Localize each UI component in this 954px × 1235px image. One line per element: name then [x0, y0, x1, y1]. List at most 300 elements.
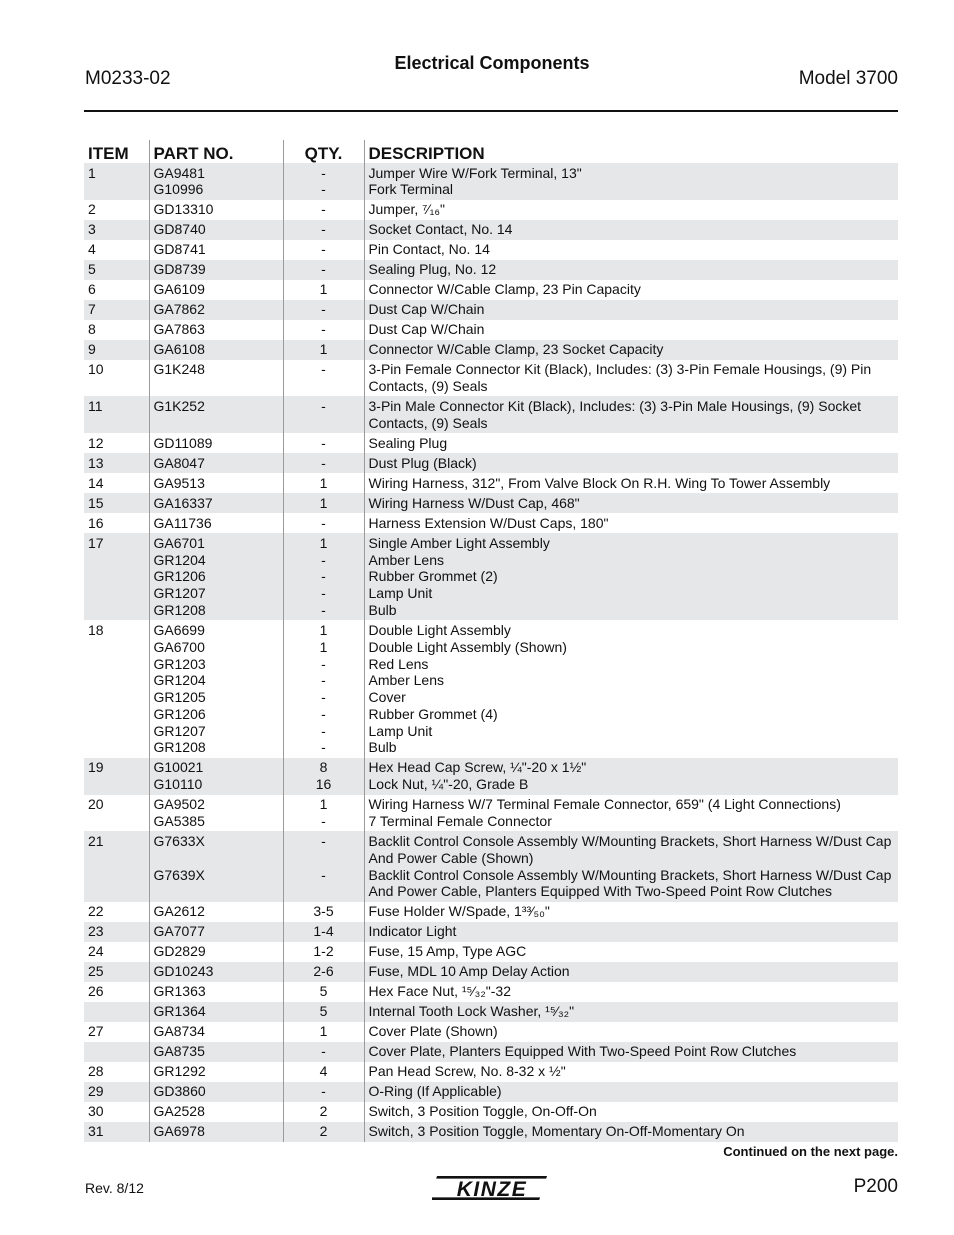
- part-number-cell: [149, 1122, 283, 1142]
- item-number: 21: [84, 831, 149, 901]
- quantity-cell: [283, 473, 364, 493]
- quantity: -: [321, 164, 326, 181]
- quantity: -: [321, 551, 326, 568]
- description: Double Light Assembly: [368, 621, 511, 638]
- quantity-spacer: [288, 378, 360, 395]
- description: And Power Cable (Shown): [368, 849, 534, 866]
- description: Internal Tooth Lock Washer, ¹⁵⁄₃₂": [368, 1003, 575, 1020]
- document-number: M0233-02: [85, 68, 171, 89]
- part-number: GA2528: [153, 1103, 205, 1120]
- description-cell: [364, 795, 898, 832]
- item-number: 3: [84, 220, 149, 240]
- item-number: [84, 1042, 149, 1062]
- table-header-row: [84, 140, 898, 163]
- part-number: GD8741: [153, 241, 206, 258]
- table-row: [84, 1022, 898, 1042]
- item-number: 28: [84, 1062, 149, 1082]
- table-row: [84, 942, 898, 962]
- description: Jumper, ⁷⁄₁₆": [368, 201, 445, 218]
- part-number: G1K252: [153, 398, 205, 415]
- part-number: GR1364: [153, 1003, 206, 1020]
- table-row: [84, 620, 898, 758]
- table-row: [84, 453, 898, 473]
- description: Sealing Plug, No. 12: [368, 261, 497, 278]
- description: Indicator Light: [368, 923, 457, 940]
- table-row: [84, 280, 898, 300]
- part-number: GR1292: [153, 1063, 206, 1080]
- quantity-cell: [283, 902, 364, 922]
- table-row: [84, 473, 898, 493]
- description: Fuse Holder W/Spade, 1³³⁄₅₀": [368, 903, 550, 920]
- quantity-cell: [283, 758, 364, 795]
- quantity: 1: [319, 341, 328, 358]
- description-cell: [364, 1082, 898, 1102]
- table-row: [84, 396, 898, 433]
- part-number-cell: [149, 300, 283, 320]
- part-number-cell: [149, 200, 283, 220]
- description: Contacts, (9) Seals: [368, 378, 488, 395]
- quantity: -: [321, 568, 326, 585]
- description: Fork Terminal: [368, 181, 454, 198]
- part-number: GR1204: [153, 672, 206, 689]
- quantity-spacer: [288, 883, 360, 900]
- quantity: 1: [319, 796, 328, 813]
- item-number: 15: [84, 493, 149, 513]
- quantity-cell: [283, 220, 364, 240]
- model-name: Model 3700: [798, 68, 898, 89]
- part-number: GD11089: [153, 434, 213, 451]
- quantity: -: [321, 454, 326, 471]
- quantity: -: [321, 672, 326, 689]
- part-number-cell: [149, 280, 283, 300]
- quantity-cell: [283, 1022, 364, 1042]
- description-cell: [364, 1002, 898, 1022]
- quantity: 1: [319, 494, 328, 511]
- quantity: -: [321, 181, 326, 198]
- part-number-cell: [149, 513, 283, 533]
- description: Lamp Unit: [368, 585, 433, 602]
- description: Pin Contact, No. 14: [368, 241, 490, 258]
- quantity: 1: [319, 1023, 328, 1040]
- description: Single Amber Light Assembly: [368, 534, 550, 551]
- quantity: -: [321, 833, 326, 850]
- part-number: GR1203: [153, 655, 206, 672]
- part-number: GA11736: [153, 514, 212, 531]
- part-number: GA8047: [153, 454, 205, 471]
- description-cell: [364, 300, 898, 320]
- description-cell: [364, 962, 898, 982]
- part-number: GD10243: [153, 963, 214, 980]
- quantity: -: [321, 866, 326, 883]
- description: Cover: [368, 689, 406, 706]
- quantity-cell: [283, 962, 364, 982]
- part-number: GR1207: [153, 722, 206, 739]
- item-number: 10: [84, 360, 149, 397]
- column-header-item: ITEM: [88, 144, 129, 164]
- part-number: GD8740: [153, 221, 206, 238]
- part-number: GD8739: [153, 261, 206, 278]
- description: Wiring Harness W/7 Terminal Female Connector, 659" (4 Light Connections): [368, 796, 841, 813]
- quantity-spacer: [288, 850, 360, 867]
- part-number: GA7863: [153, 321, 205, 338]
- quantity-cell: [283, 360, 364, 397]
- item-number: 23: [84, 922, 149, 942]
- description: 3-Pin Male Connector Kit (Black), Includes: (3) 3-Pin Male Housings, (9) Socket: [368, 398, 862, 415]
- item-number: 2: [84, 200, 149, 220]
- part-number: G10021: [153, 759, 204, 776]
- quantity: -: [321, 434, 326, 451]
- quantity: 1-4: [313, 923, 334, 940]
- part-number-cell: [149, 163, 283, 200]
- quantity-cell: [283, 1122, 364, 1142]
- quantity: 1: [319, 474, 328, 491]
- item-number: 11: [84, 396, 149, 433]
- description-cell: [364, 982, 898, 1002]
- header-divider: [84, 110, 898, 112]
- table-row: [84, 340, 898, 360]
- table-row: [84, 433, 898, 453]
- table-row: [84, 300, 898, 320]
- table-row: [84, 533, 898, 620]
- part-number: GA6699: [153, 621, 205, 638]
- item-number: 17: [84, 533, 149, 620]
- quantity: 16: [315, 776, 332, 793]
- description-cell: [364, 831, 898, 901]
- item-number: 5: [84, 260, 149, 280]
- part-number: GD13310: [153, 201, 214, 218]
- part-number: GD2829: [153, 943, 206, 960]
- part-number-cell: [149, 942, 283, 962]
- item-number: 25: [84, 962, 149, 982]
- item-number: 29: [84, 1082, 149, 1102]
- part-number: GA2612: [153, 903, 205, 920]
- part-number-cell: [149, 795, 283, 832]
- part-number: G10110: [153, 776, 203, 793]
- table-row: [84, 831, 898, 901]
- description: Connector W/Cable Clamp, 23 Socket Capacity: [368, 341, 664, 358]
- description: Wiring Harness W/Dust Cap, 468": [368, 494, 580, 511]
- part-number-cell: [149, 533, 283, 620]
- description: Connector W/Cable Clamp, 23 Pin Capacity: [368, 281, 641, 298]
- page-number: P200: [853, 1176, 898, 1197]
- item-number: 31: [84, 1122, 149, 1142]
- part-number-cell: [149, 1062, 283, 1082]
- quantity: 1: [319, 281, 328, 298]
- quantity-cell: [283, 1002, 364, 1022]
- table-row: [84, 1102, 898, 1122]
- quantity: 5: [319, 1003, 328, 1020]
- table-row: [84, 1062, 898, 1082]
- description: Dust Plug (Black): [368, 454, 477, 471]
- quantity: -: [321, 514, 326, 531]
- description: Switch, 3 Position Toggle, On-Off-On: [368, 1103, 597, 1120]
- part-number: GA9513: [153, 474, 205, 491]
- description: And Power Cable, Planters Equipped With Two-Speed Point Row Clutches: [368, 883, 833, 900]
- quantity-cell: [283, 163, 364, 200]
- description: Double Light Assembly (Shown): [368, 638, 567, 655]
- part-number-cell: [149, 922, 283, 942]
- description-cell: [364, 340, 898, 360]
- description: Fuse, 15 Amp, Type AGC: [368, 943, 527, 960]
- quantity: -: [321, 301, 326, 318]
- table-row: [84, 260, 898, 280]
- part-number: GA6700: [153, 638, 205, 655]
- part-number: GD3860: [153, 1083, 206, 1100]
- item-number: 8: [84, 320, 149, 340]
- description: Rubber Grommet (2): [368, 568, 498, 585]
- item-number: 14: [84, 473, 149, 493]
- quantity-cell: [283, 493, 364, 513]
- table-row: [84, 758, 898, 795]
- description: Dust Cap W/Chain: [368, 301, 485, 318]
- part-number: GR1206: [153, 568, 206, 585]
- item-number: 22: [84, 902, 149, 922]
- quantity: -: [321, 241, 326, 258]
- part-number: GR1205: [153, 689, 206, 706]
- quantity-cell: [283, 942, 364, 962]
- description-cell: [364, 220, 898, 240]
- item-number: 26: [84, 982, 149, 1002]
- part-number-cell: [149, 320, 283, 340]
- parts-table: [84, 140, 898, 1142]
- description-cell: [364, 1042, 898, 1062]
- description-cell: [364, 922, 898, 942]
- quantity: 1: [319, 638, 328, 655]
- part-number: GR1207: [153, 585, 206, 602]
- quantity: -: [321, 689, 326, 706]
- part-number: GR1208: [153, 739, 206, 756]
- quantity-cell: [283, 982, 364, 1002]
- part-number-cell: [149, 982, 283, 1002]
- part-number-cell: [149, 240, 283, 260]
- part-number: GA16337: [153, 494, 213, 511]
- table-row: [84, 922, 898, 942]
- quantity-cell: [283, 433, 364, 453]
- part-number-cell: [149, 473, 283, 493]
- quantity: -: [321, 601, 326, 618]
- table-row: [84, 1122, 898, 1142]
- description: Socket Contact, No. 14: [368, 221, 513, 238]
- description: Cover Plate (Shown): [368, 1023, 498, 1040]
- part-number-cell: [149, 758, 283, 795]
- description-cell: [364, 396, 898, 433]
- part-number: GA9502: [153, 796, 205, 813]
- part-number-spacer: [154, 850, 279, 867]
- part-number: GR1363: [153, 983, 206, 1000]
- table-row: [84, 795, 898, 832]
- item-number: 27: [84, 1022, 149, 1042]
- part-number-cell: [149, 493, 283, 513]
- description-cell: [364, 758, 898, 795]
- description: Harness Extension W/Dust Caps, 180": [368, 514, 609, 531]
- quantity-cell: [283, 831, 364, 901]
- quantity: -: [321, 321, 326, 338]
- part-number: G1K248: [153, 361, 205, 378]
- description-cell: [364, 620, 898, 758]
- description-cell: [364, 433, 898, 453]
- quantity: 2-6: [313, 963, 334, 980]
- quantity-cell: [283, 533, 364, 620]
- quantity-cell: [283, 320, 364, 340]
- quantity-cell: [283, 1062, 364, 1082]
- part-number-cell: [149, 962, 283, 982]
- quantity: 5: [319, 983, 328, 1000]
- quantity: -: [321, 655, 326, 672]
- part-number: GA6108: [153, 341, 205, 358]
- table-row: [84, 513, 898, 533]
- item-number: 7: [84, 300, 149, 320]
- quantity-cell: [283, 1082, 364, 1102]
- description: Wiring Harness, 312", From Valve Block On R.H. Wing To Tower Assembly: [368, 474, 831, 491]
- quantity-cell: [283, 620, 364, 758]
- part-number-spacer: [154, 415, 279, 432]
- description-cell: [364, 533, 898, 620]
- description-cell: [364, 240, 898, 260]
- description: Amber Lens: [368, 551, 444, 568]
- quantity-cell: [283, 396, 364, 433]
- part-number: GR1208: [153, 601, 206, 618]
- table-row: [84, 163, 898, 200]
- parts-table-body: [84, 163, 898, 1142]
- quantity: 1: [319, 534, 328, 551]
- part-number-cell: [149, 620, 283, 758]
- description: Hex Head Cap Screw, ¼"-20 x 1½": [368, 759, 587, 776]
- quantity: 1-2: [313, 943, 334, 960]
- table-row: [84, 240, 898, 260]
- part-number-cell: [149, 396, 283, 433]
- item-number: 19: [84, 758, 149, 795]
- quantity-cell: [283, 795, 364, 832]
- description: Lamp Unit: [368, 722, 433, 739]
- quantity: -: [321, 1083, 326, 1100]
- table-row: [84, 902, 898, 922]
- description-cell: [364, 493, 898, 513]
- description: 3-Pin Female Connector Kit (Black), Includes: (3) 3-Pin Female Housings, (9) Pin: [368, 361, 872, 378]
- description: Backlit Control Console Assembly W/Mounting Brackets, Short Harness W/Dust Cap: [368, 833, 892, 850]
- quantity-cell: [283, 300, 364, 320]
- item-number: 9: [84, 340, 149, 360]
- description: Amber Lens: [368, 672, 444, 689]
- svg-text:KINZE: KINZE: [456, 1178, 528, 1201]
- description: Cover Plate, Planters Equipped With Two-Speed Point Row Clutches: [368, 1043, 797, 1060]
- section-title: Electrical Components: [394, 53, 590, 73]
- quantity-cell: [283, 240, 364, 260]
- description: 7 Terminal Female Connector: [368, 813, 552, 830]
- quantity: 2: [319, 1123, 328, 1140]
- part-number: GA7077: [153, 923, 205, 940]
- quantity: 3-5: [313, 903, 334, 920]
- quantity: 2: [319, 1103, 328, 1120]
- part-number: GA6109: [153, 281, 205, 298]
- description-cell: [364, 513, 898, 533]
- part-number: GA6701: [153, 534, 205, 551]
- part-number: GA5385: [153, 813, 205, 830]
- quantity-cell: [283, 260, 364, 280]
- quantity-cell: [283, 340, 364, 360]
- quantity-cell: [283, 453, 364, 473]
- table-row: [84, 320, 898, 340]
- item-number: 24: [84, 942, 149, 962]
- part-number-cell: [149, 1002, 283, 1022]
- quantity: -: [321, 739, 326, 756]
- description-cell: [364, 902, 898, 922]
- quantity: -: [321, 813, 326, 830]
- description-cell: [364, 1022, 898, 1042]
- description-cell: [364, 260, 898, 280]
- quantity: -: [321, 1043, 326, 1060]
- revision-label: Rev. 8/12: [85, 1180, 144, 1196]
- part-number: G7633X: [153, 833, 205, 850]
- quantity: 1: [319, 621, 328, 638]
- part-number-cell: [149, 360, 283, 397]
- part-number-cell: [149, 1022, 283, 1042]
- part-number-spacer: [154, 883, 279, 900]
- description: Rubber Grommet (4): [368, 705, 498, 722]
- quantity-cell: [283, 200, 364, 220]
- part-number-cell: [149, 433, 283, 453]
- part-number-cell: [149, 260, 283, 280]
- item-number: 16: [84, 513, 149, 533]
- table-row: [84, 220, 898, 240]
- description: O-Ring (If Applicable): [368, 1083, 502, 1100]
- item-number: 30: [84, 1102, 149, 1122]
- description: Contacts, (9) Seals: [368, 414, 488, 431]
- quantity: -: [321, 261, 326, 278]
- item-number: 18: [84, 620, 149, 758]
- description: Hex Face Nut, ¹⁵⁄₃₂"-32: [368, 983, 512, 1000]
- table-row: [84, 1082, 898, 1102]
- description-cell: [364, 280, 898, 300]
- item-number: 12: [84, 433, 149, 453]
- description-cell: [364, 473, 898, 493]
- description: Dust Cap W/Chain: [368, 321, 485, 338]
- quantity-spacer: [288, 415, 360, 432]
- item-number: 13: [84, 453, 149, 473]
- table-row: [84, 1002, 898, 1022]
- part-number-cell: [149, 1102, 283, 1122]
- part-number: GA8735: [153, 1043, 205, 1060]
- quantity: -: [321, 361, 326, 378]
- description-cell: [364, 360, 898, 397]
- table-row: [84, 493, 898, 513]
- table-row: [84, 200, 898, 220]
- column-header-part-no: PART NO.: [149, 140, 283, 163]
- description-cell: [364, 163, 898, 200]
- part-number-cell: [149, 220, 283, 240]
- description: Bulb: [368, 739, 397, 756]
- description-cell: [364, 453, 898, 473]
- part-number-cell: [149, 453, 283, 473]
- table-row: [84, 982, 898, 1002]
- quantity: -: [321, 722, 326, 739]
- description-cell: [364, 1062, 898, 1082]
- description-cell: [364, 1102, 898, 1122]
- table-row: [84, 1042, 898, 1062]
- description-cell: [364, 1122, 898, 1142]
- part-number-cell: [149, 902, 283, 922]
- quantity: 4: [319, 1063, 328, 1080]
- description: Fuse, MDL 10 Amp Delay Action: [368, 963, 570, 980]
- column-header-description: DESCRIPTION: [364, 140, 898, 163]
- kinze-logo: [432, 1173, 550, 1203]
- quantity: -: [321, 705, 326, 722]
- description-cell: [364, 320, 898, 340]
- continued-note: Continued on the next page.: [723, 1144, 898, 1159]
- item-number: 1: [84, 163, 149, 200]
- description: Backlit Control Console Assembly W/Mounting Brackets, Short Harness W/Dust Cap: [368, 866, 892, 883]
- quantity: -: [321, 585, 326, 602]
- part-number-cell: [149, 1042, 283, 1062]
